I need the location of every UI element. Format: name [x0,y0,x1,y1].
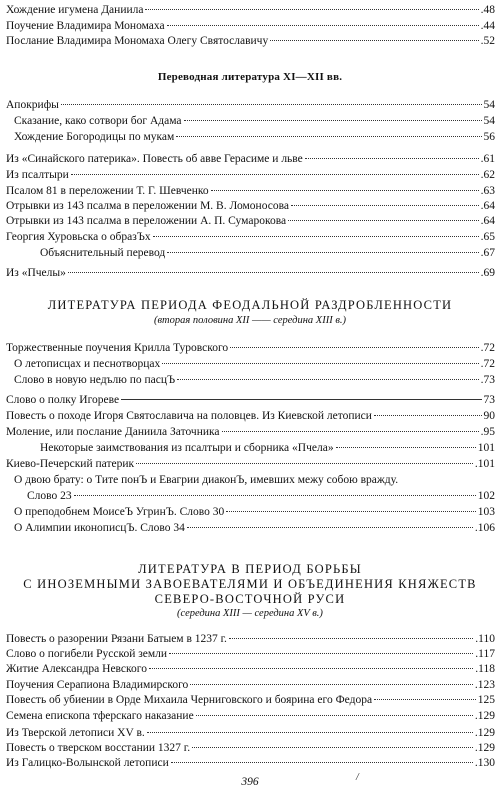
dot-leader [149,668,473,669]
toc-entry [6,393,495,407]
dot-leader [222,431,479,432]
toc-entry [14,357,495,371]
section-heading-struggle-line2: С ИНОЗЕМНЫМИ ЗАВОЕВАТЕЛЯМИ И ОБЪЕДИНЕНИЯ КНЯЖЕСТВ [23,577,477,591]
toc-entry-title: О Алимпии иконописцЪ. Слово 34 [14,522,185,534]
toc-entry-title: Слово о погибели Русской земли [6,648,168,660]
toc-entry [6,647,495,661]
toc-entry-title: Псалом 81 в переложении Т. Г. Шевченко [6,185,209,197]
toc-entry [6,214,495,228]
toc-entry-title: Повесть о походе Игоря Святославича на половцев. Из Киевской летописи [6,410,372,422]
toc-entry [6,678,495,692]
toc-entry [6,632,495,646]
toc-entry-page: .129 [474,727,495,739]
toc-entry-title: Поучения Серапиона Владимирского [6,679,189,691]
toc-entry-page: 54 [483,99,495,111]
toc-entry [14,114,495,128]
toc-entry-title: Георгия Хуровьска о образЪх [6,231,151,243]
dot-leader [184,120,482,121]
toc-entry-page: .117 [475,648,495,660]
toc-entry-page: 54 [483,115,495,127]
dot-leader [177,379,479,380]
toc-entry [27,489,495,503]
toc-entry-page: .95 [480,426,495,438]
dot-leader [162,363,478,364]
dot-leader [226,511,476,512]
dot-leader [74,495,476,496]
toc-entry-title: Поучение Владимира Мономаха [6,20,165,32]
dot-leader [211,190,479,191]
toc-entry-page: .106 [474,522,495,534]
toc-entry-page: .101 [474,458,495,470]
dot-leader [176,136,481,137]
dot-leader [61,104,482,105]
toc-entry [6,425,495,439]
toc-entry-title: Хождение Богородицы по мукам [14,131,175,143]
toc-entry-page: 90 [483,410,495,422]
toc-entry-page: .62 [480,169,495,181]
toc-entry [6,341,495,355]
dot-leader [167,252,478,253]
toc-entry [6,266,495,280]
toc-entry-page: .65 [480,231,495,243]
section-heading-feudal: ЛИТЕРАТУРА ПЕРИОДА ФЕОДАЛЬНОЙ РАЗДРОБЛЕННОСТИ [47,298,453,312]
toc-entry-page: .61 [480,153,495,165]
toc-entry [6,662,495,676]
dot-leader [288,220,479,221]
section-heading-translated: Переводная литература XI—XII вв. [157,71,343,83]
toc-entry-page: .52 [480,35,495,47]
toc-entry-title: Послание Владимира Мономаха Олегу Святославичу [6,35,269,47]
toc-entry-title: Из Галицко-Волынской летописи [6,757,169,769]
toc-entry-title: Повесть об убиении в Орде Михаила Черниговского и боярина его Федора [6,694,373,706]
toc-entry [14,521,495,535]
section-subheading-feudal: (вторая половина XII —— середина XIII в.) [154,315,346,326]
dot-leader [71,174,479,175]
toc-entry-title: Слово в новую недълю по пасцЪ [14,374,176,386]
toc-entry-page: .64 [480,215,495,227]
toc-entry-page: .110 [475,633,495,645]
toc-entry-title: Киево-Печерский патерик [6,458,135,470]
toc-entry-page: .73 [480,374,495,386]
toc-entry [14,130,495,144]
section-heading-struggle-line1: ЛИТЕРАТУРА В ПЕРИОД БОРЬБЫ [138,562,362,576]
toc-entry-title: Некоторые заимствования из псалтыри и сборника «Пчела» [40,442,334,454]
toc-entry-page: .72 [480,358,495,370]
toc-entry-title: Торжественные поучения Крилла Туровского [6,342,229,354]
toc-entry-page: .130 [474,757,495,769]
toc-entry-title: О преподобнем МоисеЪ УгринЪ. Слово 30 [14,506,225,518]
toc-entry [6,184,495,198]
toc-entry-title: Из Тверской летописи XV в. [6,727,145,739]
toc-entry-page: .67 [480,247,495,259]
toc-entry-page: .63 [480,185,495,197]
toc-entry-title: Житие Александра Невского [6,663,147,675]
dot-leader [229,638,473,639]
toc-entry-page: .64 [480,200,495,212]
toc-entry-page: .129 [474,742,495,754]
section-heading-struggle-line3: СЕВЕРО-ВОСТОЧНОЙ РУСИ [154,592,346,606]
toc-entry [6,709,495,723]
toc-entry [6,756,495,770]
dot-leader [169,653,473,654]
solid-leader [121,399,481,400]
dot-leader [68,272,479,273]
toc-entry-title: О летописцах и песнотворцах [14,358,161,370]
dot-leader [305,158,479,159]
dot-leader [190,684,473,685]
toc-entry-page: .44 [480,20,495,32]
toc-entry [6,19,495,33]
toc-entry-title: Сказание, како сотвори бог Адама [14,115,182,127]
toc-entry-title: Повесть о тверском восстании 1327 г. [6,742,191,754]
toc-entry-page: 103 [477,506,495,518]
toc-entry-page: .48 [480,4,495,16]
section-subheading-struggle: (середина XIII — середина XV в.) [177,608,323,619]
toc-entry-page: .69 [480,267,495,279]
toc-entry [6,34,495,48]
dot-leader [230,347,478,348]
dot-leader [153,236,479,237]
toc-entry-title: Слово о полку Игореве [6,394,120,406]
toc-entry [6,3,495,17]
toc-entry [14,373,495,387]
toc-entry-page: .118 [475,663,495,675]
dot-leader [270,40,478,41]
toc-entry [6,98,495,112]
toc-entry [40,246,495,260]
dot-leader [171,762,473,763]
toc-entry-title: Хождение игумена Даниила [6,4,144,16]
toc-entry [14,505,495,519]
dot-leader [187,527,473,528]
toc-entry-page: .72 [480,342,495,354]
toc-entry-title: Из псалтыри [6,169,69,181]
toc-entry-page: 73 [483,394,495,406]
toc-entry-title: Из «Пчелы» [6,267,66,279]
stray-mark: / [356,772,359,783]
toc-entry-title: Семена епископа тферскаго наказание [6,710,194,722]
dot-leader [374,415,482,416]
toc-entry-page: 125 [477,694,495,706]
toc-entry [6,693,495,707]
toc-entry [6,168,495,182]
toc-entry-title: Слово 23 [27,490,72,502]
dot-leader [147,732,473,733]
toc-entry [6,230,495,244]
dot-leader [145,9,478,10]
toc-entry-page: .129 [474,710,495,722]
toc-entry [6,409,495,423]
toc-entry [6,152,495,166]
toc-entry [40,441,495,455]
toc-entry-title: Апокрифы [6,99,59,111]
toc-entry [6,199,495,213]
toc-entry [6,726,495,740]
dot-leader [192,747,473,748]
toc-entry-title: Отрывки из 143 псалма в переложении А. П. Сумарокова [6,215,287,227]
toc-entry [14,473,495,487]
toc-entry-page: .123 [474,679,495,691]
dot-leader [196,715,473,716]
toc-entry-page: 101 [477,442,495,454]
toc-entry [6,741,495,755]
toc-entry-title: Объяснительный перевод [40,247,166,259]
dot-leader [136,463,473,464]
page-number: 396 [241,776,259,788]
toc-entry-title: О двою брату: о Тите понЪ и Евагрии диаконЪ, имевших межу собою вражду. [14,474,399,486]
toc-entry-title: Моление, или послание Даниила Заточника [6,426,220,438]
dot-leader [167,25,479,26]
toc-entry [6,457,495,471]
toc-entry-title: Отрывки из 143 псалма в переложении М. В. Ломоносова [6,200,289,212]
dot-leader [291,205,479,206]
dot-leader [336,447,476,448]
dot-leader [374,699,476,700]
toc-entry-title: Повесть о разорении Рязани Батыем в 1237 г. [6,633,227,645]
toc-entry-title: Из «Синайского патерика». Повесть об авве Герасиме и льве [6,153,303,165]
toc-entry-page: 102 [477,490,495,502]
toc-entry-page: 56 [483,131,495,143]
